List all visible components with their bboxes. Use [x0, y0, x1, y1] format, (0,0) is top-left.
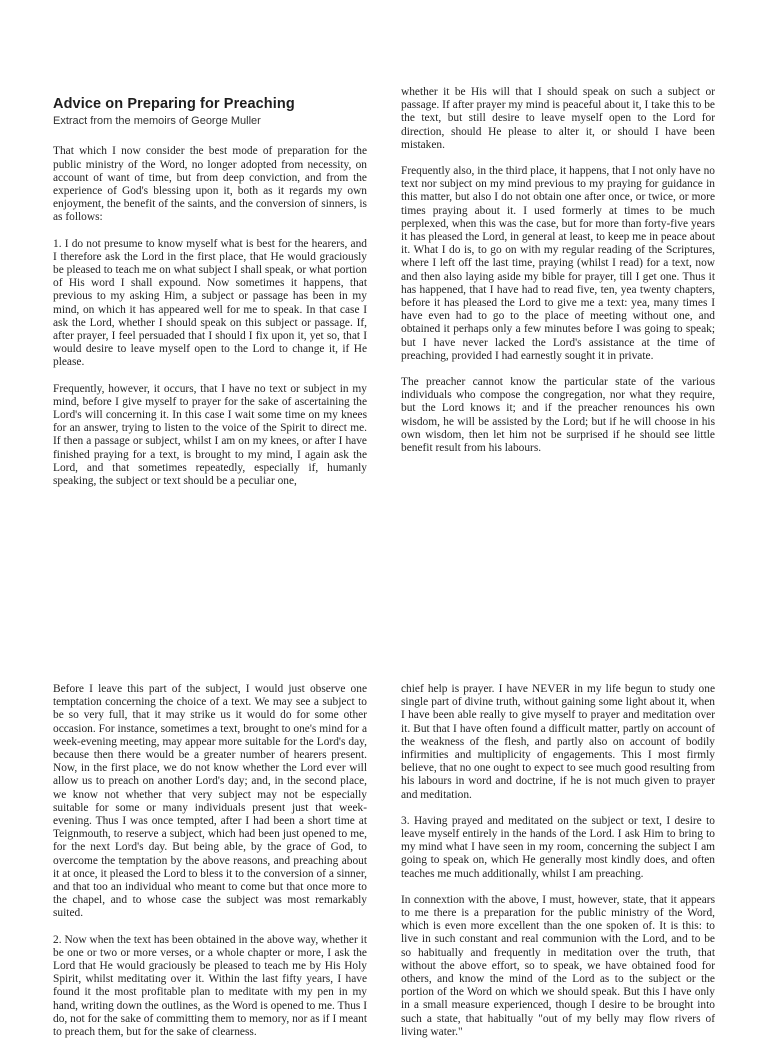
paragraph: Before I leave this part of the subject, I would just observe one temptation concerning the choice of a text. We may see a subject to be so very full, that it may strike us it would do for some other occasion. For instance, sometimes a text, brought to one's mind for a week-evening meeting, may appear more suitable for the Lord's day, because then there would be a greater number of hearers present. Now, in the first place, we do not know whether the Lord ever will allow us to preach on another Lord's day; and, in the second place, we know not whether that very subject may not be especially suitable for some or many individuals present just that week-evening. Thus I was once tempted, after I had been a short time at Teignmouth, to reserve a subject, which had been just opened to me, for the next Lord's day. But being able, by the grace of God, to overcome the temptation by the above reasons, and preaching about it at once, it pleased the Lord to bless it to the conversion of a sinner, and that too an individual who meant to come but that once more to the chapel, and to whose case the subject was most remarkably suited.: [53, 683, 367, 920]
page2-right-column: [401, 683, 715, 1038]
page-subtitle: Extract from the memoirs of George Muller: [53, 115, 261, 128]
paragraph: In connextion with the above, I must, however, state, that it appears to me there is a preparation for the public ministry of the Word, which is even more excellent than the one spoken of. It is this: to live in such constant and real communion with the Lord, and to be so habitually and frequently in meditation over the truth, that without the above effort, so to speak, we have obtained food for others, and know the mind of the Lord as to the subject or the portion of the Word on which we should speak. But this I have only in a small measure experienced, though I desire to be brought into such a state, that habitually "out of my belly may flow rivers of living water.": [401, 893, 715, 1038]
paragraph: Frequently, however, it occurs, that I have no text or subject in my mind, before I give myself to prayer for the sake of ascertaining the Lord's will concerning it. In this case I wait some time on my knees for an answer, trying to listen to the voice of the Spirit to direct me. If then a passage or subject, whilst I am on my knees, or after I have finished praying for a text, is brought to my mind, I again ask the Lord, and that sometimes repeatedly, especially if, humanly speaking, the subject or text should be a peculiar one,: [53, 382, 367, 488]
page1-right-column: [401, 86, 715, 468]
paragraph: 3. Having prayed and meditated on the subject or text, I desire to leave myself entirely in the hands of the Lord. I ask Him to bring to my mind what I have seen in my room, concerning the subject I am going to speak on, which He generally most kindly does, and often teaches me much additionally, whilst I am preaching.: [401, 814, 715, 880]
paragraph: The preacher cannot know the particular state of the various individuals who compose the congregation, nor what they require, but the Lord knows it; and if the preacher renounces his own wisdom, he will be assisted by the Lord; but if he will choose in his own wisdom, then let him not be surprised if he should see little benefit result from his labours.: [401, 376, 715, 455]
page-title: Advice on Preparing for Preaching: [53, 96, 295, 112]
paragraph: That which I now consider the best mode of preparation for the public ministry of the Word, no longer adopted from necessity, on account of want of time, but from deep conviction, and from the experience of God's blessing upon it, both as it regards my own enjoyment, the benefit of the saints, and the conversion of sinners, is as follows:: [53, 145, 367, 224]
paragraph: Frequently also, in the third place, it happens, that I not only have no text nor subject on my mind previous to my praying for guidance in this matter, but also I do not obtain one after once, or twice, or more times praying about it. I used formerly at times to be much perplexed, when this was the case, but for more than forty-five years it has pleased the Lord, in general at least, to keep me in peace about it. What I do is, to go on with my regular reading of the Scriptures, where I left off the last time, praying (whilst I read) for a text, now and then also laying aside my bible for prayer, till I get one. Thus it has happened, that I have had to read five, ten, yea twenty chapters, before it has pleased the Lord to give me a text: yea, many times I have even had to go to the place of meeting without one, and obtained it perhaps only a few minutes before I was going to speak; but I have never lacked the Lord's assistance at the time of preaching, provided I had earnestly sought it in private.: [401, 165, 715, 362]
paragraph: 2. Now when the text has been obtained in the above way, whether it be one or two or more verses, or a whole chapter or more, I ask the Lord that He would graciously be pleased to teach me by His Holy Spirit, whilst meditating over it. Within the last fifty years, I have found it the most profitable plan to meditate with my pen in my hand, writing down the outlines, as the Word is opened to me. Thus I do, not for the sake of committing them to memory, nor as if I meant to preach them, but for the sake of clearness.: [53, 933, 367, 1039]
paragraph: chief help is prayer. I have NEVER in my life begun to study one single part of divine truth, without gaining some light about it, when I have been able really to give myself to prayer and meditation over it. But that I have often found a difficult matter, partly on account of the weakness of the flesh, and partly also on account of bodily infirmities and multiplicity of engagements. This I most firmly believe, that no one ought to expect to see much good resulting from his labours in word and doctrine, if he is not much given to prayer and meditation.: [401, 683, 715, 801]
page2-left-column: [53, 683, 367, 1039]
page1-left-column: [53, 98, 367, 501]
paragraph: whether it be His will that I should speak on such a subject or passage. If after prayer my mind is peaceful about it, I take this to be the text, but still desire to leave myself open to the Lord for direction, should He please to alter it, or should I have been mistaken.: [401, 86, 715, 151]
paragraph: 1. I do not presume to know myself what is best for the hearers, and I therefore ask the Lord in the first place, that He would graciously be pleased to teach me on what subject I shall speak, or what portion of His word I shall expound. Now sometimes it happens, that previous to my asking Him, a subject or passage has been in my mind, on which it has appeared well for me to speak. In that case I ask the Lord, whether I should speak on this subject or passage. If, after prayer, I feel persuaded that I should I fix upon it, yet so, that I would desire to leave myself open to the Lord to change it, if He please.: [53, 237, 367, 369]
